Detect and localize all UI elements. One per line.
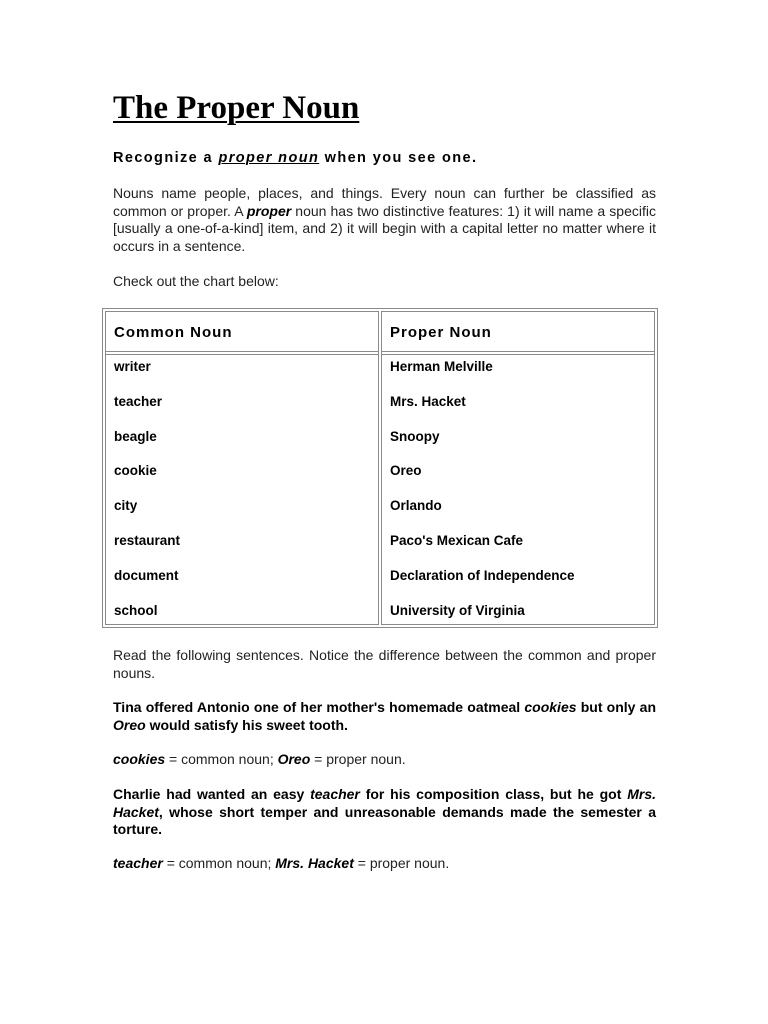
subtitle-after: when you see one. <box>319 150 478 166</box>
page-title: The Proper Noun <box>113 90 360 126</box>
ex1-text-a: Tina offered Antonio one of her mother's homemade oatmeal <box>113 699 525 715</box>
common-noun-list <box>114 358 180 636</box>
ex2-common-word: teacher <box>310 786 360 802</box>
table-header-proper: Proper Noun <box>390 324 492 341</box>
list-item: city <box>114 498 138 514</box>
example-sentence-1 <box>113 699 656 734</box>
list-item: document <box>114 567 179 583</box>
intro-text-1: Nouns name people, places, and things. Every noun can further be classified as common or proper. A <box>113 185 656 219</box>
note2-proper-word: Mrs. Hacket <box>275 855 354 871</box>
ex1-common-word: cookies <box>524 699 577 715</box>
intro-text-2: noun has two distinctive features: 1) it will name a specific [usually a one-of-a-kind] item, and 2) it will begin with a capital letter no matter where it occurs in a sentence. <box>113 202 656 254</box>
example-sentence-2 <box>113 786 656 839</box>
list-item: writer <box>114 359 151 374</box>
list-item: restaurant <box>114 532 181 548</box>
list-item: teacher <box>114 393 163 409</box>
read-instructions: Read the following sentences. Notice the difference between the common and proper nouns. <box>113 647 656 681</box>
ex1-text-c: but only an <box>576 699 656 715</box>
list-item: Paco's Mexican Cafe <box>390 532 524 548</box>
noun-comparison-table <box>102 308 658 628</box>
note1-proper-word: Oreo <box>277 751 311 767</box>
list-item: Snoopy <box>390 428 440 444</box>
list-item: University of Virginia <box>390 602 525 618</box>
list-item: Herman Melville <box>390 359 493 374</box>
table-header-common: Common Noun <box>114 324 233 341</box>
intro-paragraph <box>113 185 656 255</box>
example-note-2 <box>113 855 449 873</box>
ex2-text-e: , whose short temper and unreasonable demands made the semester a torture. <box>113 803 656 838</box>
list-item: Orlando <box>390 498 442 514</box>
list-item: Oreo <box>390 463 422 479</box>
subtitle-before: Recognize a <box>113 150 219 166</box>
note1-proper-label: = proper noun. <box>310 751 406 767</box>
ex2-text-a: Charlie had wanted an easy <box>113 786 311 802</box>
note2-common-word: teacher <box>113 855 163 871</box>
page-subtitle <box>113 149 477 167</box>
note1-common-word: cookies <box>113 751 166 767</box>
table-body-cell-proper <box>381 351 655 625</box>
proper-noun-list <box>390 358 575 636</box>
table-header-cell-proper <box>381 311 655 355</box>
ex2-proper-word: Mrs. Hacket <box>113 786 656 820</box>
ex2-text-c: for his composition class, but he got <box>359 786 628 802</box>
list-item: cookie <box>114 463 157 479</box>
note2-proper-label: = proper noun. <box>353 855 450 871</box>
ex1-proper-word: Oreo <box>113 716 146 733</box>
ex1-text-e: would satisfy his sweet tooth. <box>145 716 348 733</box>
note2-common-label: = common noun; <box>162 855 276 871</box>
example-note-1 <box>113 751 406 769</box>
intro-emphasis: proper <box>246 202 292 219</box>
subtitle-keyword: proper noun <box>218 150 320 166</box>
note1-common-label: = common noun; <box>165 751 278 767</box>
table-body-cell-common <box>105 351 379 625</box>
list-item: Mrs. Hacket <box>390 393 466 409</box>
chart-intro-text: Check out the chart below: <box>113 273 279 289</box>
list-item: school <box>114 602 158 618</box>
table-header-cell-common <box>105 311 379 355</box>
list-item: Declaration of Independence <box>390 567 575 583</box>
list-item: beagle <box>114 428 157 444</box>
